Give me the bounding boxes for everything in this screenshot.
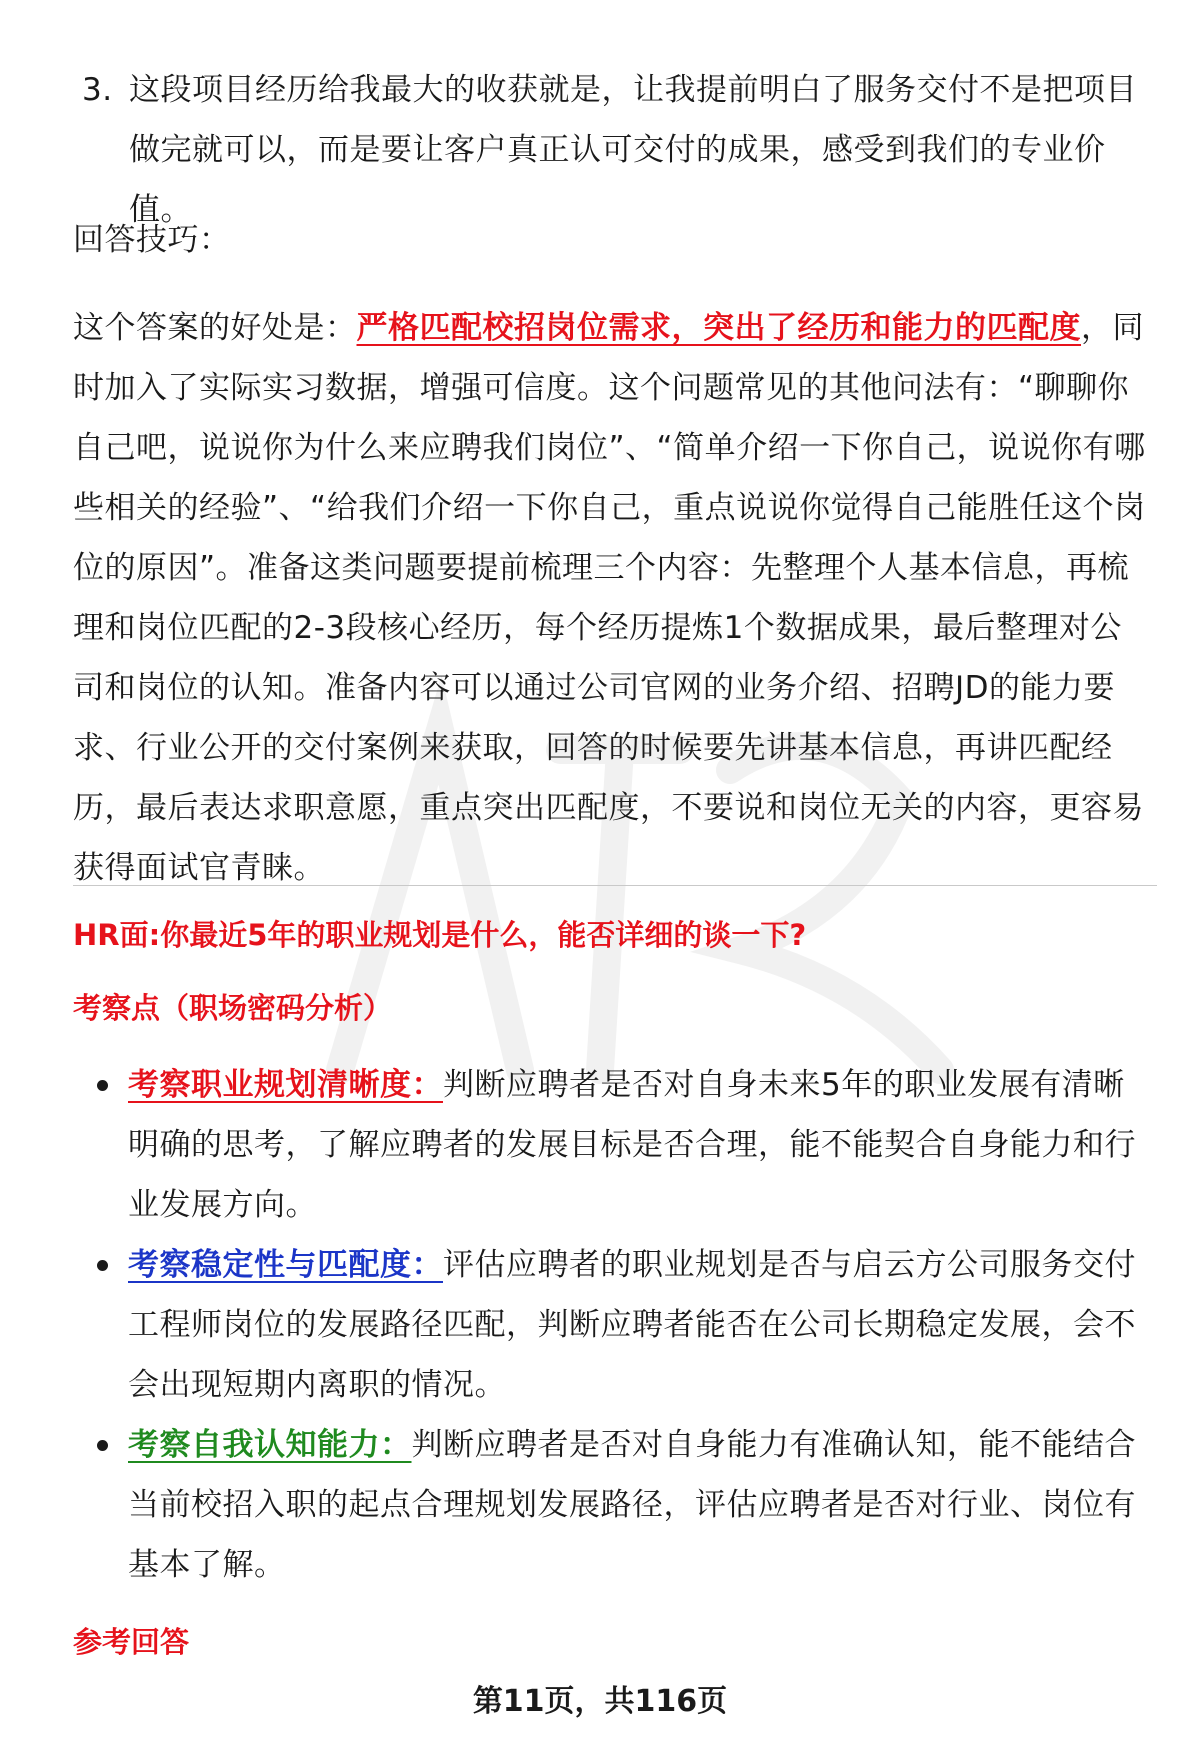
- bullet-text: 判断应聘者是否对自身能力有准确认知，能不能结合当前校招入职的起点合理规划发展路径，评估应聘者是否对行业、岗位有基本了解。: [128, 1427, 1136, 1583]
- bullet-dot-icon: [97, 1260, 108, 1271]
- bullet-dot-icon: [97, 1080, 108, 1091]
- tips-intro: 这个答案的好处是：: [73, 310, 357, 346]
- list-item: [73, 1235, 1148, 1415]
- bullet-heading: 考察职业规划清晰度：: [128, 1067, 443, 1103]
- bullet-dot-icon: [97, 1440, 108, 1451]
- bullet-text: 判断应聘者是否对自身未来5年的职业发展有清晰明确的思考，了解应聘者的发展目标是否合理，能不能契合自身能力和行业发展方向。: [128, 1067, 1136, 1223]
- list-item-3: [82, 60, 1142, 240]
- list-item: [73, 1055, 1148, 1235]
- exam-points-title: 考察点（职场密码分析）: [73, 991, 393, 1025]
- exam-points-list: [73, 1055, 1148, 1595]
- tips-highlight: 严格匹配校招岗位需求，突出了经历和能力的匹配度: [356, 310, 1081, 346]
- list-item-text: 这段项目经历给我最大的收获就是，让我提前明白了服务交付不是把项目做完就可以，而是要让客户真正认可交付的成果，感受到我们的专业价值。: [129, 72, 1137, 228]
- list-number: 3.: [82, 72, 113, 108]
- bullet-text: 评估应聘者的职业规划是否与启云方公司服务交付工程师岗位的发展路径匹配，判断应聘者能否在公司长期稳定发展，会不会出现短期内离职的情况。: [128, 1247, 1136, 1403]
- reference-answer-title: 参考回答: [73, 1625, 190, 1659]
- bullet-heading: 考察稳定性与匹配度：: [128, 1247, 443, 1283]
- tips-paragraph: [73, 298, 1148, 898]
- bullet-heading: 考察自我认知能力：: [128, 1427, 412, 1463]
- tips-label: 回答技巧：: [73, 222, 231, 258]
- list-item: [73, 1415, 1148, 1595]
- tips-rest: ，同时加入了实际实习数据，增强可信度。这个问题常见的其他问法有：“聊聊你自己吧，说说你为什么来应聘我们岗位”、“简单介绍一下你自己，说说你有哪些相关的经验”、“给我们介绍一下你自己，重点说说你觉得自己能胜任这个岗位的原因”。准备这类问题要提前梳理三个内容：先整理个人基本信息，再梳理和岗位匹配的2-3段核心经历，每个经历提炼1个数据成果，最后整理对公司和岗位的认知。准备内容可以通过公司官网的业务介绍、招聘JD的能力要求、行业公开的交付案例来获取，回答的时候要先讲基本信息，再讲匹配经历，最后表达求职意愿，重点突出匹配度，不要说和岗位无关的内容，更容易获得面试官青睐。: [73, 310, 1146, 886]
- question-title: HR面:你最近5年的职业规划是什么，能否详细的谈一下?: [73, 918, 807, 952]
- section-divider: [73, 885, 1157, 886]
- page-footer: 第11页，共116页: [472, 1684, 728, 1719]
